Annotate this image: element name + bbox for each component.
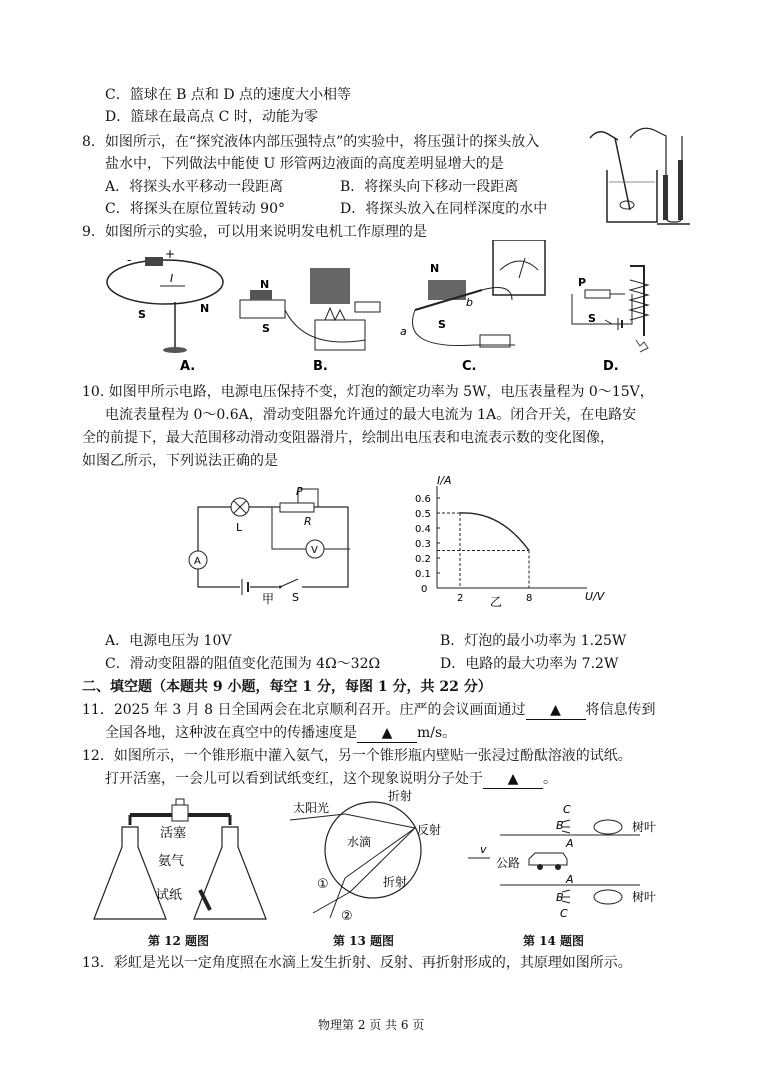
q9-fig-d-s: S (588, 312, 596, 325)
q10-option-b: B．灯泡的最小功率为 1.25W (440, 633, 627, 649)
q13-stem: 13．彩虹是光以一定角度照在水滴上发生折射、反射、再折射形成的，其原理如图所示。 (82, 955, 632, 971)
page-footer: 物理第 2 页 共 6 页 (318, 1018, 425, 1032)
q11-line1 (82, 701, 656, 720)
q9-fig-c-s: S (438, 318, 446, 331)
fig14-a-bottom: A (566, 873, 574, 886)
q12-blank: ▲ (483, 770, 543, 789)
q9-fig-a-current: I (170, 272, 174, 285)
fig13-ray-2: ② (341, 909, 353, 924)
q10-slider-label: P (296, 485, 303, 498)
q10-stem-line3: 全的前提下，最大范围移动滑动变阻器滑片，绘制出电压表和电流表示数的变化图像， (82, 430, 614, 446)
q10-graph-figure (395, 468, 615, 608)
q9-fig-a-minus: - (127, 253, 132, 267)
fig14-a-top: A (566, 837, 574, 850)
graph-y-tick-label: 0.3 (415, 539, 431, 550)
q9-fig-b-n: N (260, 278, 270, 291)
q7-option-c: C．篮球在 B 点和 D 点的速度大小相等 (105, 87, 352, 103)
fig14-c-bottom: C (560, 907, 568, 920)
graph-x-label: U/V (585, 590, 605, 603)
q9-fig-a (107, 247, 223, 353)
graph-curve (460, 513, 529, 551)
fig13-caption: 第 13 题图 (333, 934, 395, 948)
fig13-refraction-2: 折射 (383, 875, 408, 889)
graph-y-tick-label: 0.4 (415, 524, 431, 535)
q10-option-d: D．电路的最大功率为 7.2W (440, 656, 619, 672)
fig13-reflection-label: 反射 (417, 823, 442, 837)
graph-y-tick-label: 0.6 (415, 494, 431, 505)
q8-stem-line2: 盐水中，下列做法中能使 U 形管两边液面的高度差明显增大的是 (105, 156, 504, 172)
q10-rheostat-label: R (304, 515, 312, 528)
q9-fig-b (240, 268, 380, 350)
q8-option-c: C．将探头在原位置转动 90° (105, 201, 285, 217)
q11-line2-post: m/s。 (417, 725, 457, 741)
q9-figures (100, 240, 700, 375)
q10-switch-label: S (292, 591, 299, 604)
q9-label-c: C. (462, 359, 477, 374)
q12-line1: 12．如图所示，一个锥形瓶中灌入氨气，另一个锥形瓶内壁贴一张浸过酚酞溶液的试纸。 (82, 748, 632, 764)
fig13-droplet-label: 水滴 (347, 835, 372, 849)
q11-blank-1: ▲ (526, 701, 586, 720)
fig14-leaf-top: 树叶 (632, 820, 657, 834)
q10-graph-caption: 乙 (490, 595, 503, 608)
q9-fig-d (572, 266, 648, 352)
q12-line2 (105, 770, 557, 789)
fig14-velocity: v (480, 843, 487, 856)
q11-blank-2: ▲ (357, 724, 417, 743)
fig14-c-top: C (563, 803, 571, 816)
q9-fig-b-s: S (262, 322, 270, 335)
graph-x-tick-label: 2 (457, 593, 464, 604)
q9-stem: 9．如图所示的实验，可以用来说明发电机工作原理的是 (82, 224, 427, 240)
q10-circuit-caption: 甲 (262, 592, 275, 605)
q10-lamp-label: L (236, 521, 243, 534)
q10-option-c: C．滑动变阻器的阻值变化范围为 4Ω～32Ω (105, 656, 381, 672)
q12-line2-pre: 打开活塞，一会儿可以看到试纸变红，这个现象说明分子处于 (105, 771, 483, 787)
q11-line2 (105, 724, 456, 743)
q11-text-pre: 11．2025 年 3 月 8 日全国两会在北京顺利召开。庄严的会议画面通过 (82, 702, 526, 718)
q9-label-b: B. (313, 359, 328, 374)
q9-fig-a-n: N (200, 302, 210, 315)
fig12-flasks (90, 795, 270, 930)
q8-pressure-gauge-figure (585, 120, 695, 230)
q10-stem-line1: 10. 如图甲所示电路，电源电压保持不变，灯泡的额定功率为 5W，电压表量程为 0～15V， (82, 384, 654, 400)
q9-fig-c (400, 240, 545, 347)
fig12-caption: 第 12 题图 (148, 934, 210, 948)
q8-option-a: A．将探头水平移动一段距离 (105, 179, 284, 195)
fig13-sunlight-label: 太阳光 (293, 801, 330, 815)
graph-y-tick-label: 0.1 (415, 569, 431, 580)
q8-option-d: D．将探头放入在同样深度的水中 (340, 201, 548, 217)
graph-origin: 0 (421, 584, 428, 595)
q9-fig-c-b: b (466, 296, 473, 309)
fig12-ammonia-label: 氨气 (158, 854, 185, 869)
fig14-leaf-bottom: 树叶 (632, 890, 657, 904)
q10-option-a: A．电源电压为 10V (105, 633, 232, 649)
fig14-b-top: B (556, 819, 564, 832)
q10-stem-line2: 电流表量程为 0～0.6A，滑动变阻器允许通过的最大电流为 1A。闭合开关，在电路安 (105, 407, 637, 423)
graph-x-tick-label: 8 (526, 593, 533, 604)
graph-y-label: I/A (437, 474, 452, 487)
q9-label-d: D. (603, 359, 619, 374)
fig14-caption: 第 14 题图 (523, 934, 585, 948)
q9-fig-c-a: a (400, 325, 407, 338)
q9-fig-a-s: S (138, 308, 146, 321)
fig14-b-bottom: B (556, 891, 564, 904)
graph-y-tick-label: 0.5 (415, 509, 431, 520)
q9-label-a: A. (180, 359, 196, 374)
q8-stem-line1: 8．如图所示，在“探究液体内部压强特点”的实验中，将压强计的探头放入 (82, 134, 540, 150)
q10-voltmeter-label: V (311, 545, 318, 556)
q7-option-d: D．篮球在最高点 C 时，动能为零 (105, 109, 318, 125)
q10-ammeter-label: A (194, 556, 201, 567)
fig13-refraction-1: 折射 (388, 789, 413, 803)
q11-text-post: 将信息传到 (585, 702, 656, 718)
q10-circuit-figure (180, 475, 370, 605)
fig12-valve-label: 活塞 (160, 826, 187, 841)
fig14-road (460, 795, 680, 930)
q9-fig-a-plus: + (165, 247, 176, 261)
graph-y-tick-label: 0.2 (415, 554, 431, 565)
q9-fig-c-n: N (430, 262, 440, 275)
q8-option-b: B．将探头向下移动一段距离 (340, 179, 519, 195)
fig14-road-label: 公路 (496, 856, 521, 870)
fig13-ray-1: ① (317, 877, 329, 892)
fig12-paper-label: 试纸 (156, 888, 183, 903)
q10-stem-line4: 如图乙所示，下列说法正确的是 (82, 453, 278, 469)
q12-line2-post: 。 (543, 771, 557, 787)
section-2-heading: 二、填空题（本题共 9 小题，每空 1 分，每图 1 分，共 22 分） (82, 679, 492, 695)
q11-line2-pre: 全国各地，这种波在真空中的传播速度是 (105, 725, 357, 741)
fig13-raindrop (285, 788, 460, 928)
q9-fig-d-p: P (578, 276, 587, 289)
